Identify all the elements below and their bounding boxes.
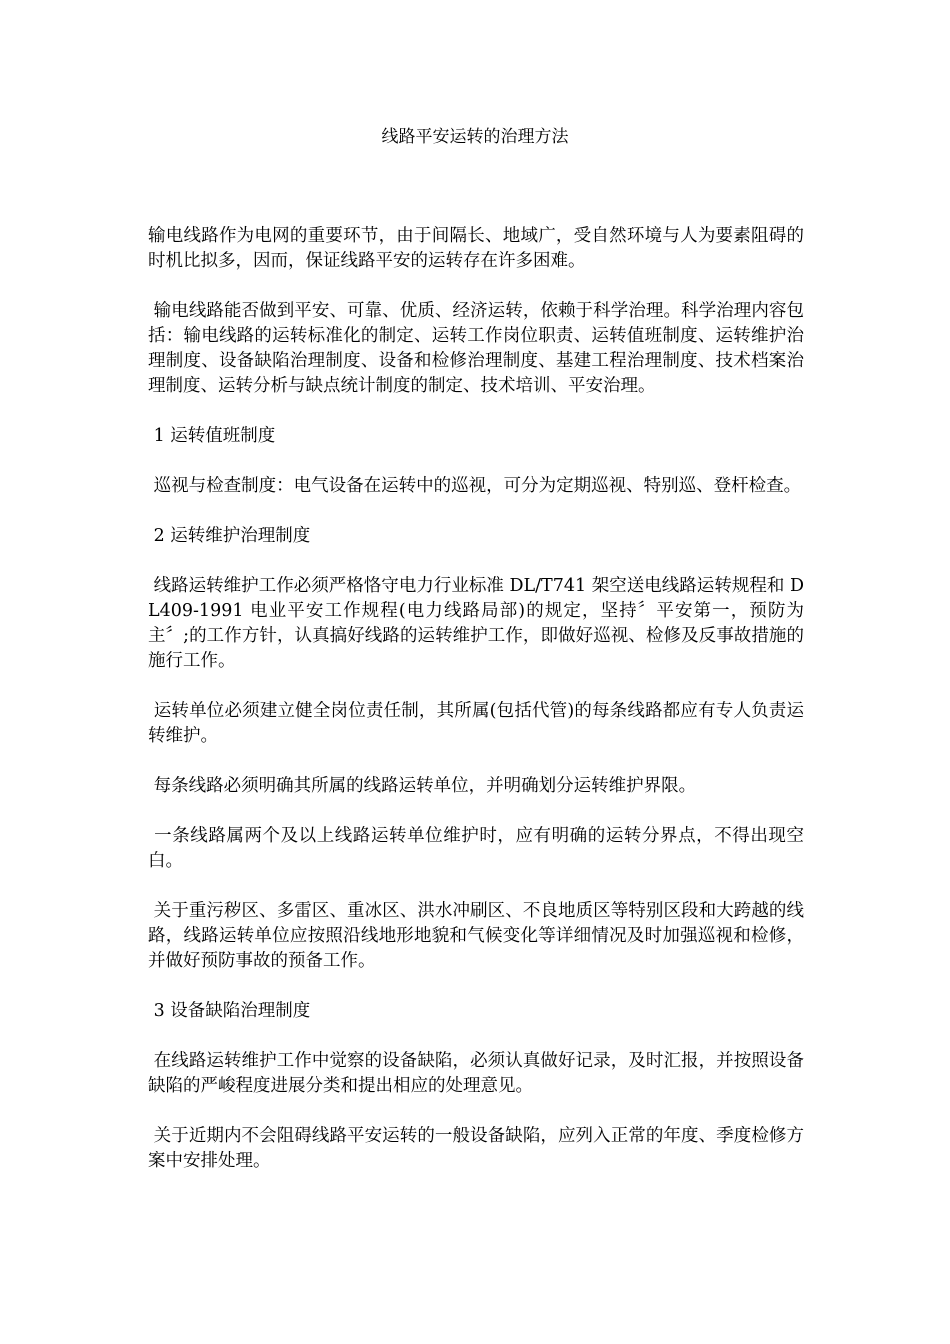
section-heading: 1 运转值班制度	[148, 426, 276, 446]
paragraph: 输电线路能否做到平安、可靠、优质、经济运转，依赖于科学治理。科学治理内容包括：输电线路的运转标准化的制定、运转工作岗位职责、运转值班制度、运转维护治理制度、设备缺陷治理制度、设备和检修治理制度、基建工程治理制度、技术档案治理制度、运转分析与缺点统计制度的制定、技术培训、平安治理。	[148, 301, 804, 396]
paragraph: 线路运转维护工作必须严格恪守电力行业标准 DL/T741 架空送电线路运转规程和 DL409-1991 电业平安工作规程(电力线路局部)的规定，坚持〞平安第一，预防为主〞;的工作方针，认真搞好线路的运转维护工作，即做好巡视、检修及反事故措施的施行工作。	[148, 576, 804, 671]
paragraph: 每条线路必须明确其所属的线路运转单位，并明确划分运转维护界限。	[148, 776, 697, 796]
document-title: 线路平安运转的治理方法	[381, 127, 569, 147]
paragraph: 巡视与检查制度：电气设备在运转中的巡视，可分为定期巡视、特别巡、登杆检查。	[148, 476, 802, 496]
paragraph: 在线路运转维护工作中觉察的设备缺陷，必须认真做好记录，及时汇报，并按照设备缺陷的严峻程度进展分类和提出相应的处理意见。	[148, 1051, 804, 1096]
section-heading: 3 设备缺陷治理制度	[148, 1001, 311, 1021]
section-heading: 2 运转维护治理制度	[148, 526, 311, 546]
document-body	[148, 224, 804, 1199]
paragraph: 一条线路属两个及以上线路运转单位维护时，应有明确的运转分界点，不得出现空白。	[148, 826, 804, 871]
paragraph: 关于近期内不会阻碍线路平安运转的一般设备缺陷，应列入正常的年度、季度检修方案中安排处理。	[148, 1126, 804, 1171]
paragraph: 运转单位必须建立健全岗位责任制，其所属(包括代管)的每条线路都应有专人负责运转维护。	[148, 701, 804, 746]
paragraph: 输电线路作为电网的重要环节，由于间隔长、地域广，受自然环境与人为要素阻碍的时机比拟多，因而，保证线路平安的运转存在许多困难。	[148, 226, 804, 271]
paragraph: 关于重污秽区、多雷区、重冰区、洪水冲刷区、不良地质区等特别区段和大跨越的线路，线路运转单位应按照沿线地形地貌和气候变化等详细情况及时加强巡视和检修，并做好预防事故的预备工作。	[148, 901, 804, 971]
